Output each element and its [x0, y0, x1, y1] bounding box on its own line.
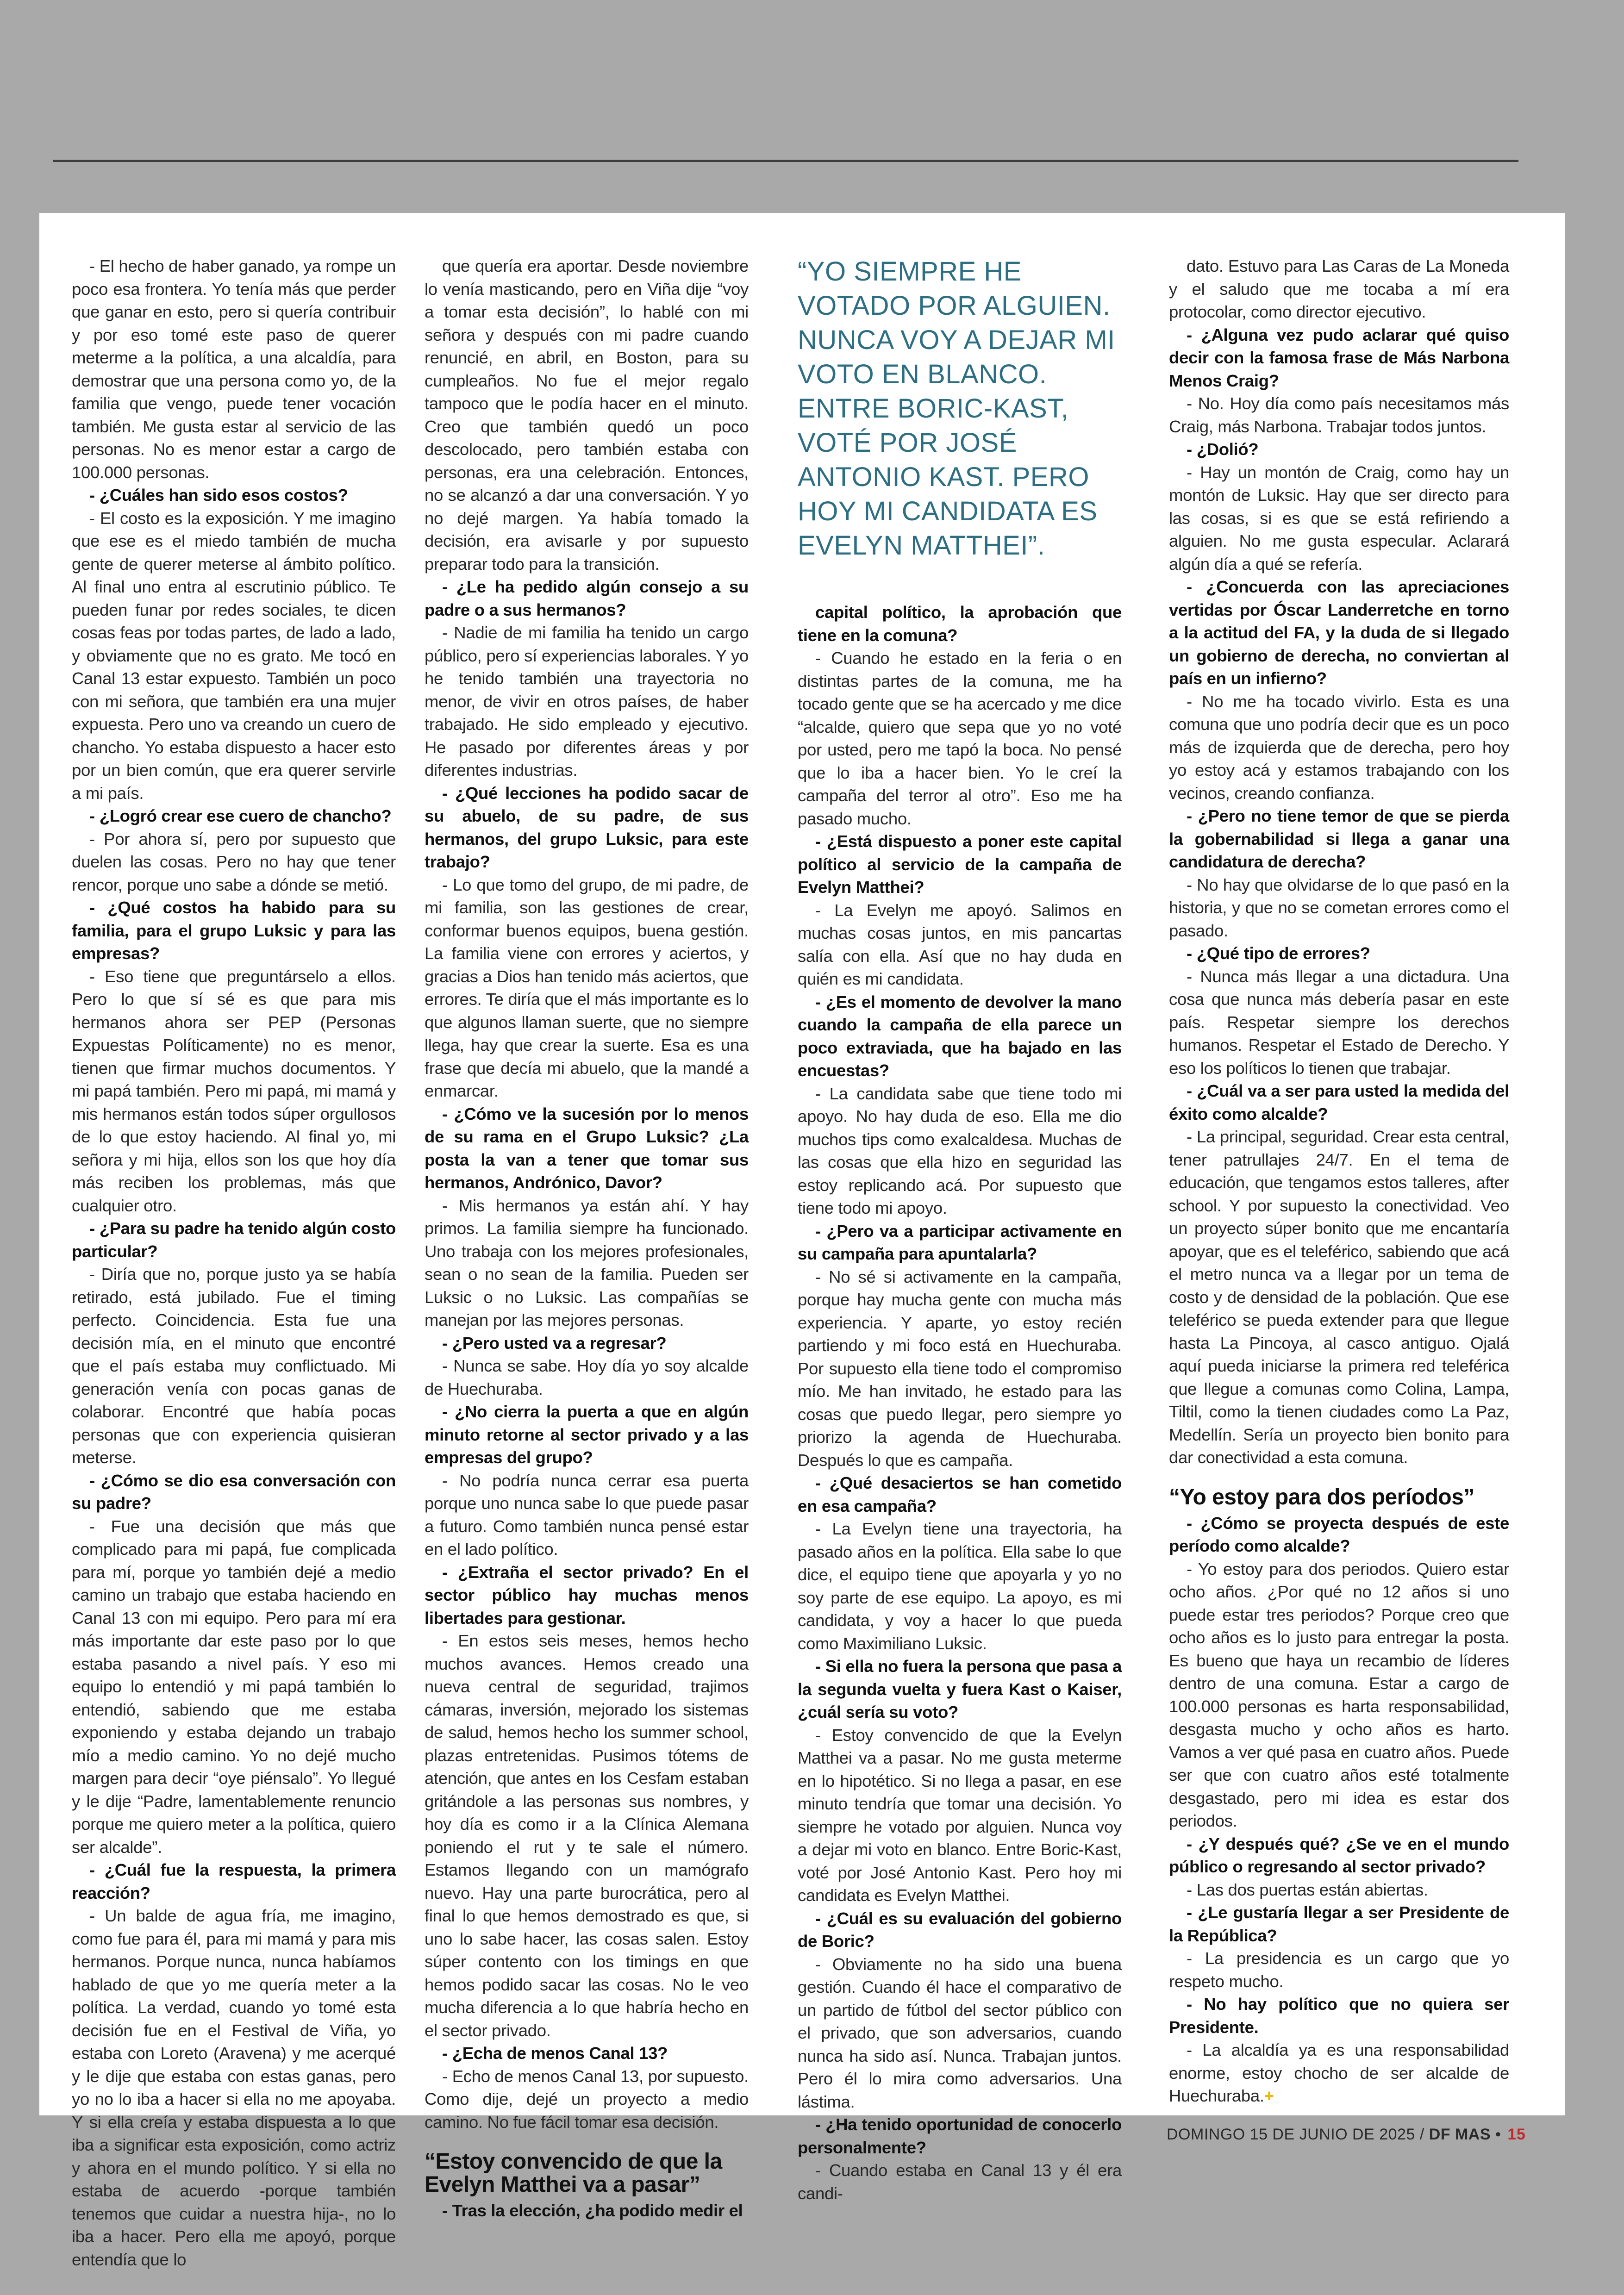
interview-answer: - Por ahora sí, pero por supuesto que duelen las cosas. Pero no hay que tener rencor, porque uno sabe a dónde se metió.: [72, 829, 396, 894]
interview-answer: - No me ha tocado vivirlo. Esta es una comuna que uno podría decir que es un poco más de izquierda que de derecha, pero hoy yo estoy acá y estamos trabajando con los vecinos, creando confianza.: [1169, 692, 1509, 803]
interview-question: - ¿Qué lecciones ha podido sacar de su abuelo, de su padre, de sus hermanos, del grupo Luksic, para este trabajo?: [425, 783, 749, 871]
interview-answer: - Nunca más llegar a una dictadura. Una cosa que nunca más debería pasar en este país. Respetar siempre los derechos humanos. Respetar el Estado de Derecho. Y eso los políticos lo tienen que trabajar.: [1169, 967, 1509, 1078]
column-4: [1169, 255, 1509, 2108]
interview-question: capital político, la aprobación que tiene en la comuna?: [798, 603, 1122, 645]
column-3: [798, 255, 1122, 2205]
interview-question: - ¿Pero va a participar activamente en su campaña para apuntalarla?: [798, 1221, 1122, 1263]
interview-question: - ¿Ha tenido oportunidad de conocerlo personalmente?: [798, 2115, 1122, 2157]
footer-publication: DF MAS: [1429, 2126, 1491, 2143]
interview-question: - ¿Cuáles han sido esos costos?: [89, 486, 348, 505]
interview-question: - No hay político que no quiera ser Presidente.: [1169, 1995, 1509, 2037]
interview-question: - ¿Cuál fue la respuesta, la primera reacción?: [72, 1860, 396, 1902]
interview-question: - ¿Cuál va a ser para usted la medida del éxito como alcalde?: [1169, 1081, 1509, 1123]
interview-answer: - La presidencia es un cargo que yo respeto mucho.: [1169, 1949, 1509, 1991]
interview-answer: - La Evelyn me apoyó. Salimos en muchas cosas juntos, en mis pancartas salía con ella. Así que no hay duda en quién es mi candidata.: [798, 900, 1122, 988]
interview-question: - ¿Extraña el sector privado? En el sector público hay muchas menos libertades para gestionar.: [425, 1562, 749, 1628]
interview-question: - ¿Le gustaría llegar a ser Presidente de la República?: [1169, 1903, 1509, 1945]
interview-question: - ¿Pero no tiene temor de que se pierda la gobernabilidad si llega a ganar una candidatura de derecha?: [1169, 806, 1509, 871]
interview-question: - ¿Alguna vez pudo aclarar qué quiso decir con la famosa frase de Más Narbona Menos Craig?: [1169, 325, 1509, 390]
interview-question: - ¿Logró crear ese cuero de chancho?: [89, 806, 392, 825]
column-2: [425, 255, 749, 2222]
interview-question: - ¿Qué desaciertos se han cometido en esa campaña?: [798, 1473, 1122, 1515]
interview-answer: - La principal, seguridad. Crear esta central, tener patrullajes 24/7. En el tema de educación, que tengamos estos talleres, after school. Y por supuesto la conectividad. Veo un proyecto súper bonito que me encantaría apoyar, que es el teleférico, sabiendo que acá el metro nunca va a llegar por un tema de costo y de densidad de la población. Que ese teleférico se pueda extender para que llegue hasta La Pincoya, al casco antiguo. Ojalá aquí pueda iniciarse la primera red teleférica que llegue a comunas como Colina, Lampa, Tiltil, como la tienen ciudades como La Paz, Medellín. Sería un proyecto bien bonito para dar conectividad a esta comuna.: [1169, 1127, 1509, 1467]
interview-question: - ¿Para su padre ha tenido algún costo particular?: [72, 1219, 396, 1261]
interview-question: - ¿Dolió?: [1187, 440, 1259, 459]
interview-answer: que quería era aportar. Desde noviembre lo venía masticando, pero en Viña dije “voy a tomar esta decisión”, lo hablé con mi señora y después con mi padre cuando renuncié, en abril, en Boston, para su cumpleaños. No fue el mejor regalo tampoco que le podía hacer en el minuto. Creo que también quedó un poco descolocado, pero también estaba con personas, era una celebración. Entonces, no se alcanzó a dar una conversación. Y yo no dejé margen. Ya había tomado la decisión, era avisarle y por supuesto preparar todo para la transición.: [425, 256, 749, 574]
interview-question: - ¿Está dispuesto a poner este capital político al servicio de la campaña de Evelyn Matthei?: [798, 832, 1122, 897]
interview-answer: - El hecho de haber ganado, ya rompe un poco esa frontera. Yo tenía más que perder que ganar en esto, pero si quería contribuir y por eso tomé este paso de querer meterme a la política, a una alcaldía, para demostrar que una persona como yo, de la familia que vengo, puede tener vocación también. Me gusta estar al servicio de las personas. No es menor estar a cargo de 100.000 personas.: [72, 256, 396, 482]
interview-answer: - Diría que no, porque justo ya se había retirado, está jubilado. Fue el timing perfecto. Coincidencia. Esta fue una decisión mía, en el minuto que encontré que el país estaba muy conflictuado. Mi generación venía con pocas ganas de colaborar. Encontré que había pocas personas que con experiencia quisieran meterse.: [72, 1265, 396, 1467]
page-number: 15: [1507, 2126, 1526, 2143]
top-rule: [53, 160, 1518, 162]
interview-answer: - Nunca se sabe. Hoy día yo soy alcalde de Huechuraba.: [425, 1356, 749, 1398]
interview-answer: - No hay que olvidarse de lo que pasó en la historia, y que no se cometan errores como el pasado.: [1169, 875, 1509, 940]
interview-answer: - Yo estoy para dos periodos. Quiero estar ocho años. ¿Por qué no 12 años si uno puede estar tres periodos? Porque creo que ocho años es lo justo para entregar la posta. Es bueno que haya un recambio de líderes dentro de una comuna. Estar a cargo de 100.000 personas es harta responsabilidad, desgasta mucho y ocho años es harto. Vamos a ver qué pasa en cuatro años. Puede ser que con cuatro años esté totalmente desgastado, pero mi idea es estar dos periodos.: [1169, 1559, 1509, 1830]
interview-answer: - Cuando estaba en Canal 13 y él era candi-: [798, 2161, 1122, 2203]
interview-question: - ¿Cuál es su evaluación del gobierno de Boric?: [798, 1908, 1122, 1951]
interview-answer: - No. Hoy día como país necesitamos más Craig, más Narbona. Trabajar todos juntos.: [1169, 394, 1509, 436]
interview-answer: - Nadie de mi familia ha tenido un cargo público, pero sí experiencias laborales. Y yo he tenido también una trayectoria no menor, de vivir en otros países, de haber trabajado. He sido empleado y ejecutivo. He pasado por diferentes áreas y por diferentes industrias.: [425, 623, 749, 780]
interview-question: - ¿Y después qué? ¿Se ve en el mundo público o regresando al sector privado?: [1169, 1834, 1509, 1876]
interview-question: - ¿Concuerda con las apreciaciones vertidas por Óscar Landerretche en torno a la actitud del FA, y la duda de si llegado un gobierno de derecha, no conviertan al país en un infierno?: [1169, 577, 1509, 688]
interview-answer: - Echo de menos Canal 13, por supuesto. Como dije, dejé un proyecto a medio camino. No fue fácil tomar esa decisión.: [425, 2066, 749, 2132]
interview-question: - ¿Pero usted va a regresar?: [442, 1333, 667, 1353]
page-footer: [1167, 2126, 1525, 2144]
interview-answer: - Lo que tomo del grupo, de mi padre, de mi familia, son las gestiones de crear, conformar buenos equipos, buena gestión. La familia viene con errores y aciertos, y gracias a Dios han tenido más aciertos, que errores. Te diría que el más importante es lo que algunos llaman suerte, que no siempre llega, hay que crear la suerte. Esa es una frase que decía mi abuelo, que la mandé a enmarcar.: [425, 875, 749, 1100]
interview-answer: - Eso tiene que preguntárselo a ellos. Pero lo que sí sé es que para mis hermanos ahora ser PEP (Personas Expuestas Políticamente) no es menor, tienen que firmar muchos documentos. Y mi papá también. Pero mi papá, mi mamá y mis hermanos están todos súper orgullosos de lo que estoy haciendo. Al final yo, mi señora y mi hija, ellos son los que hoy día más reciben los problemas, más que cualquier otro.: [72, 967, 396, 1215]
interview-answer: - Hay un montón de Craig, como hay un montón de Luksic. Hay que ser directo para las cosas, si es que se está refiriendo a alguien. No me gusta especular. Aclarará algún día a qué se refería.: [1169, 462, 1509, 574]
interview-answer: - La alcaldía ya es una responsabilidad enorme, estoy chocho de ser alcalde de Huechuraba.+: [1169, 2040, 1509, 2105]
interview-question: - ¿Cómo ve la sucesión por lo menos de su rama en el Grupo Luksic? ¿La posta la van a tener que tomar sus hermanos, Andrónico, Davor?: [425, 1104, 749, 1192]
pull-quote: “YO SIEMPRE HE VOTADO POR ALGUIEN. NUNCA VOY A DEJAR MI VOTO EN BLANCO. ENTRE BORIC-KAST, VOTÉ POR JOSÉ ANTONIO KAST. PERO HOY MI CANDIDATA ES EVELYN MATTHEI”.: [798, 256, 1115, 561]
footer-date: DOMINGO 15 DE JUNIO DE 2025: [1167, 2126, 1415, 2143]
interview-question: - ¿Cómo se dio esa conversación con su padre?: [72, 1471, 396, 1513]
interview-question: - ¿Echa de menos Canal 13?: [442, 2044, 668, 2063]
interview-question: - ¿Es el momento de devolver la mano cuando la campaña de ella parece un poco extraviada, que ha bajado en las encuestas?: [798, 992, 1122, 1080]
interview-answer: - Mis hermanos ya están ahí. Y hay primos. La familia siempre ha funcionado. Uno trabaja con los mejores profesionales, sean o no sean de la familia. Pueden ser Luksic o no Luksic. Las compañías se manejan por las mejores personas.: [425, 1196, 749, 1329]
interview-question: - ¿Qué tipo de errores?: [1187, 944, 1370, 963]
end-of-article-icon: +: [1264, 2086, 1274, 2105]
interview-question: - Si ella no fuera la persona que pasa a la segunda vuelta y fuera Kast o Kaiser, ¿cuál sería su voto?: [798, 1657, 1122, 1721]
interview-question: - Tras la elección, ¿ha podido medir el: [442, 2201, 743, 2220]
interview-question: - ¿Le ha pedido algún consejo a su padre o a sus hermanos?: [425, 577, 749, 619]
footer-separator: /: [1415, 2126, 1429, 2143]
interview-answer: - Cuando he estado en la feria o en distintas partes de la comuna, me ha tocado gente que se ha acercado y me dice “alcalde, quiero que sepa que yo no voté por usted, pero me tapó la boca. No pensé que lo iba a hacer bien. Yo le creí la campaña del terror al otro”. Eso me ha pasado mucho.: [798, 649, 1122, 828]
interview-question: - ¿Qué costos ha habido para su familia, para el grupo Luksic y para las empresas?: [72, 898, 396, 963]
section-heading: “Yo estoy para dos períodos”: [1169, 1484, 1474, 1509]
footer-bullet: •: [1491, 2126, 1501, 2143]
interview-answer: - No sé si activamente en la campaña, porque hay mucha gente con mucha más experiencia. Y aparte, yo estoy recién partiendo y mi foco está en Huechuraba. Por supuesto ella tiene todo el compromiso mío. Me han invitado, he estado para las cosas que puedo llegar, pero siempre yo priorizo la agenda de Huechuraba. Después lo que es campaña.: [798, 1267, 1122, 1470]
interview-answer: - La Evelyn tiene una trayectoria, ha pasado años en la política. Ella sabe lo que dice, el equipo tiene que apoyarla y yo no soy parte de ese equipo. La apoyo, es mi candidata, y voy a hacer lo que pueda como Maximiliano Luksic.: [798, 1519, 1122, 1653]
interview-answer: - Obviamente no ha sido una buena gestión. Cuando él hace el comparativo de un partido de fútbol del sector público con el privado, que son adversarios, cuando nunca ha sido así. Nunca. Trabajan juntos. Pero él lo mira como adversarios. Una lástima.: [798, 1954, 1122, 2111]
interview-question: - ¿Cómo se proyecta después de este período como alcalde?: [1169, 1513, 1509, 1555]
interview-answer: - Las dos puertas están abiertas.: [1187, 1880, 1428, 1899]
column-1: [72, 255, 396, 2271]
interview-answer: - Fue una decisión que más que complicado para mi papá, fue complicada para mí, porque yo también dejé a medio camino un trabajo que estaba haciendo en Canal 13 con mi equipo. Pero para mí era más importante dar este paso por lo que estaba pasando a nivel país. Y eso mi equipo lo entendió y mi papá también lo entendió, sabiendo que me estaba exponiendo y estaba dejando un trabajo mío a medio camino. Yo no dejé mucho margen para decir “oye piénsalo”. Yo llegué y le dije “Padre, lamentablemente renuncio porque me quiero meter a la política, quiero ser alcalde”.: [72, 1516, 396, 1857]
interview-answer: - Estoy convencido de que la Evelyn Matthei va a pasar. No me gusta meterme en lo hipotético. Si no llega a pasar, en ese minuto tendría que tomar una decisión. Yo siempre he votado por alguien. Nunca voy a dejar mi voto en blanco. Entre Boric-Kast, voté por José Antonio Kast. Pero hoy mi candidata es Evelyn Matthei.: [798, 1725, 1122, 1905]
interview-answer: - No podría nunca cerrar esa puerta porque uno nunca sabe lo que puede pasar a futuro. Como también nunca pensé estar en el lado político.: [425, 1471, 749, 1559]
interview-answer: - Un balde de agua fría, me imagino, como fue para él, para mi mamá y para mis hermanos. Porque nunca, nunca habíamos hablado de que yo me quería meter a la política. La verdad, cuando yo tomé esta decisión fue en el Festival de Viña, yo estaba con Loreto (Aravena) y me acerqué y le dije que estaba con estas ganas, pero yo no lo iba a hacer si ella no me apoyaba. Y si ella creía y estaba dispuesta a lo que iba a significar esta exposición, como actriz y ahora en el mundo político. Y si ella no estaba de acuerdo -porque también tenemos que cuidar a nuestra hija-, no lo iba a hacer. Pero ella me apoyó, porque entendía que lo: [72, 1906, 396, 2269]
interview-answer: - En estos seis meses, hemos hecho muchos avances. Hemos creado una nueva central de seguridad, trajimos cámaras, inversión, mejorado los sistemas de salud, hemos hecho los summer school, plazas entretenidas. Pusimos tótems de atención, que antes en los Cesfam estaban gritándole a las personas sus nombres, y hoy día es como ir a la Clínica Alemana poniendo el rut y te sale el número. Estamos llegando con un mamógrafo nuevo. Hay una parte burocrática, pero al final lo que hemos demostrado es que, si uno lo sabe hacer, las cosas salen. Estoy súper contento con los timings en que hemos podido sacar las cosas. No le veo mucha diferencia a lo que habría hecho en el sector privado.: [425, 1631, 749, 2040]
interview-answer: - El costo es la exposición. Y me imagino que ese es el miedo también de mucha gente de querer meterse al ámbito político. Al final uno entra al escrutinio público. Te pueden funar por redes sociales, te dicen cosas feas por todas partes, de lado a lado, y obviamente que no es grato. Me tocó en Canal 13 estar expuesto. También un poco con mi señora, que también era una mujer expuesta. Pero uno va creando un cuero de chancho. Yo estaba dispuesto a hacer esto por un bien común, que era querer servirle a mi país.: [72, 508, 396, 803]
section-heading: “Estoy convencido de que la Evelyn Matthei va a pasar”: [425, 2149, 722, 2197]
interview-answer: dato. Estuvo para Las Caras de La Moneda y el saludo que me tocaba a mí era protocolar, como director ejecutivo.: [1169, 256, 1509, 321]
interview-answer: - La candidata sabe que tiene todo mi apoyo. No hay duda de eso. Ella me dio muchos tips como exalcaldesa. Muchas de las cosas que ella hizo en seguridad las estoy replicando acá. Por supuesto que tiene todo mi apoyo.: [798, 1084, 1122, 1217]
interview-question: - ¿No cierra la puerta a que en algún minuto retorne al sector privado y a las empresas del grupo?: [425, 1402, 749, 1467]
